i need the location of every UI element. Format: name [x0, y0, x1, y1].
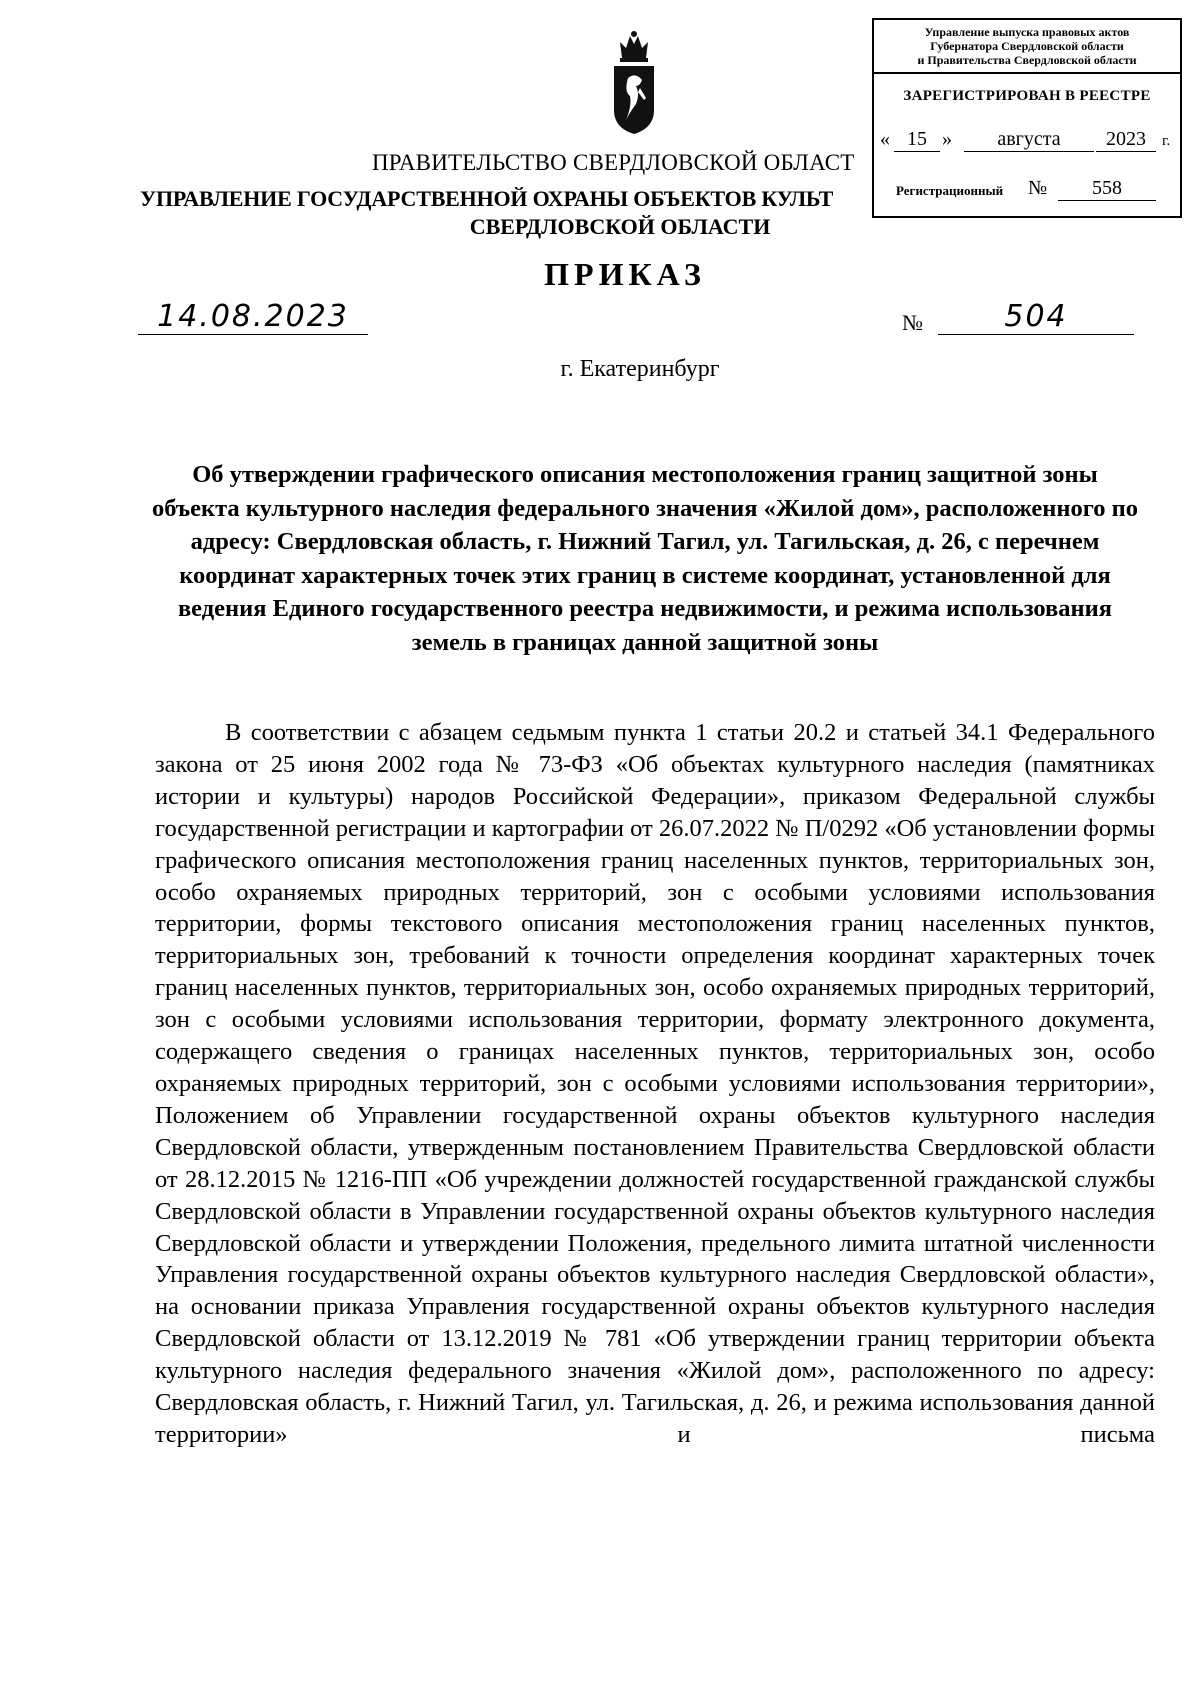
stamp-close-quote: » — [942, 128, 952, 150]
document-type: ПРИКАЗ — [544, 256, 706, 292]
order-number-sign: № — [902, 310, 923, 335]
stamp-year: 2023 — [1096, 128, 1156, 152]
stamp-year-suffix: г. — [1162, 133, 1171, 149]
order-subject: Об утверждении графического описания местоположения границ защитной зоны объекта культурного наследия федерального значения «Жилой дом», расположенного по адресу: Свердловская область, г. Нижний Тагил, ул. Тагильская, д. 26, с перечнем координат характерных точек этих границ в системе координат, установленной для ведения Единого государственного реестра недвижимости, и режима использования земель в границах данной защитной зоны — [151, 461, 1139, 656]
order-date: 14.08.2023 — [138, 300, 368, 335]
department-title: УПРАВЛЕНИЕ ГОСУДАРСТВЕННОЙ ОХРАНЫ ОБЪЕКТОВ КУЛЬТ — [140, 186, 834, 211]
city: г. Екатеринбург — [560, 356, 720, 382]
stamp-open-quote: « — [880, 128, 890, 150]
stamp-day: 15 — [894, 128, 940, 152]
stamp-date — [880, 128, 1176, 156]
order-number: 504 — [938, 300, 1134, 335]
stamp-reg-label: Регистрационный — [896, 183, 1004, 198]
body-paragraph: В соответствии с абзацем седьмым пункта 1 статьи 20.2 и статьей 34.1 Федерального закона от 25 июня 2002 года № 73-ФЗ «Об объектах культурного наследия (памятниках истории и культуры) народов Российской Федерации», приказом Федеральной службы государственной регистрации и картографии от 26.07.2022 № П/0292 «Об установлении формы графического описания местоположения границ населенных пунктов, территориальных зон, особо охраняемых природных территорий, зон с особыми условиями использования территории, формы текстового описания местоположения границ населенных пунктов, территориальных зон, требований к точности определения координат характерных точек границ населенных пунктов, территориальных зон, особо охраняемых природных территорий, зон с особыми условиями использования территории, формату электронного документа, содержащего сведения о границах населенных пунктов, территориальных зон, особо охраняемых природных территорий, зон с особыми условиями использования территории», Положением об Управлении государственной охраны объектов культурного наследия Свердловской области, утвержденным постановлением Правительства Свердловской области от 28.12.2015 № 1216-ПП «Об учреждении должностей государственной гражданской службы Свердловской области в Управлении государственной охраны объектов культурного наследия Свердловской области и утверждении Положения, предельного лимита штатной численности Управления государственной охраны объектов культурного наследия Свердловской области», на основании приказа Управления государственной охраны объектов культурного наследия Свердловской области от 13.12.2019 № 781 «Об утверждении границ территории объекта культурного наследия федерального значения «Жилой дом», расположенного по адресу: Свердловская область, г. Нижний Тагил, ул. Тагильская, д. 26, и режима использования данной территории» и письма — [155, 719, 1156, 1448]
stamp-reg-number: 558 — [1058, 177, 1156, 201]
stamp-header-line: и Правительства Свердловской области — [917, 53, 1137, 67]
stamp-header-line: Губернатора Свердловской области — [930, 39, 1124, 53]
government-title: ПРАВИТЕЛЬСТВО СВЕРДЛОВСКОЙ ОБЛАСТ — [372, 150, 855, 175]
registration-stamp — [872, 18, 1182, 218]
department-title-line2: СВЕРДЛОВСКОЙ ОБЛАСТИ — [469, 214, 771, 239]
stamp-header — [874, 20, 1180, 74]
stamp-number-sign: № — [1028, 177, 1048, 199]
stamp-number — [896, 177, 1166, 203]
stamp-month: августа — [964, 128, 1094, 152]
coat-of-arms-icon — [606, 28, 662, 138]
stamp-registered-label: ЗАРЕГИСТРИРОВАН В РЕЕСТРЕ — [903, 88, 1151, 104]
stamp-header-line: Управление выпуска правовых актов — [924, 25, 1130, 39]
